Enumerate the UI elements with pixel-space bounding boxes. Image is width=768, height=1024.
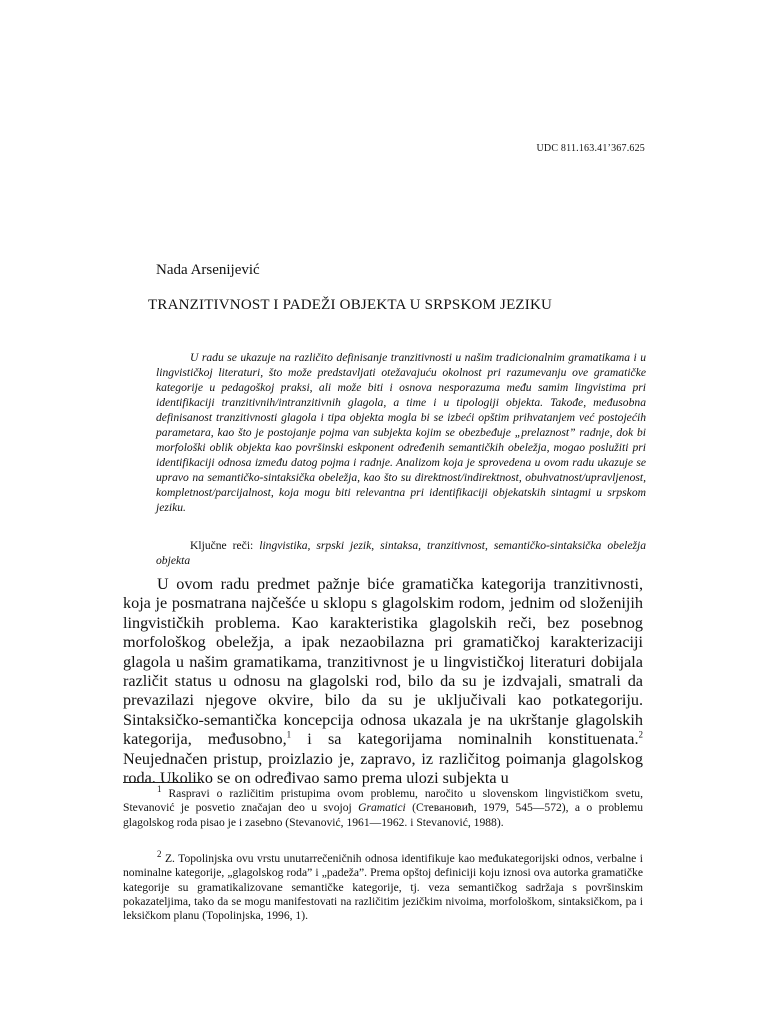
footnote-2-number: 2 (157, 849, 162, 860)
footnote-1-number: 1 (157, 784, 162, 795)
keywords-label: Ključne reči: (190, 539, 254, 552)
abstract-paragraph: U radu se ukazuje na različito definisanje tranzitivnosti u našim tradicionalnim gramatikama i u lingvističkoj literaturi, što može predstavljati otežavajuću okolnost pri razumevanju ove gramatičke kategorije u pedagoškoj praksi, ali može biti i osnova nesporazuma među samim lingvistima pri identifikaciji tranzitivnih/intranzitivnih glagola, a time i u tipologiji objekta. Takođe, međusobna definisanost tranzitivnosti glagola i tipa objekta mogla bi se izbeći opštim prihvatanjem već postojećih parametara, kao što je postojanje pojma van subjekta kojim se obezbeđuje „prelaznost” radnje, dok bi morfološki oblik objekta kao površinski eskponent određenih semantičkih obeležja, mogao poslužiti pri identifikaciji odnosa između datog pojma i radnje. Analizom koja je sprovedena u ovom radu ukazuje se upravo na semantičko-sintaksička obeležja, kao što su direktnost/indirektnost, obuhvatnost/upravljenost, kompletnost/parcijalnost, koja mogu biti relevantna pri identifikaciji objekatskih sintagmi u srpskom jeziku. (156, 351, 646, 514)
body-text-part1: U ovom radu predmet pažnje biće gramatička kategorija tranzitivnosti, koja je posmatrana najčešće u sklopu s glagolskim rodom, jednim od složenijih lingvističkih problema. Kao karakteristika glagolskih reči, bez posebnog morfološkog obeležja, a ipak nezaobilazna pri gramatičkoj karakterizaciji glagola u našim gramatikama, tranzitivnost je u lingvističkoj literaturi dobijala različit status u odnosu na glagolski rod, bilo da su je izdvajali, smatrali da prevazilazi njegove okvire, bilo da su je uključivali kao potkategoriju. Sintaksičko-semantička koncepcija odnosa ukazala je na ukrštanje glagolskih kategorija, međusobno, (123, 575, 643, 749)
footnote-1-text-a: Raspravi o različitim pristupima ovom problemu, naročito u slovenskom lingvističkom svetu, Stevanović je posvetio značajan deo u svojoj (123, 787, 643, 815)
footnote-divider (123, 782, 201, 783)
udc-code: UDC 811.163.41’367.625 (536, 143, 645, 154)
body-paragraph (123, 575, 643, 788)
footnote-2 (123, 849, 643, 923)
keywords-list: lingvistika, srpski jezik, sintaksa, tranzitivnost, semantičko-sintaksička obeležja objekta (156, 539, 646, 567)
footnote-1-italic: Gramatici (358, 801, 406, 815)
footnote-2-text: Z. Topolinjska ovu vrstu unutarrečeničnih odnosa identifikuje kao međukategorijski odnos, verbalne i nominalne kategorije, „glagolskog roda” i „padeža”. Prema opštoj definiciji koju iznosi ova autorka gramatičke kategorije su gramatikalizovane semantičke kategorije, tj. veza semantičkog sadržaja s površinskim pokazateljima, tako da se mogu manifestovati na različitim jezičkim nivoima, morfološkom, sintaksičkom, pa i leksičkom planu (Topolinjska, 1996, 1). (123, 852, 643, 923)
keywords-line (156, 538, 646, 568)
footnote-1-text-b: (Стевановић, 1979, 545—572), a o problemu glagolskog roda pisao je i zasebno (Stevanović, 1961—1962. i Stevanović, 1988). (123, 801, 643, 829)
author-name: Nada Arsenijević (156, 262, 260, 278)
body-text-part3: Neujednačen pristup, proizlazio je, zapravo, iz različitog poimanja glagolskog roda. Ukoliko se on određivao samo prema ulozi subjekta u (123, 749, 643, 788)
body-text-part2: i sa kategorijama nominalnih konstituenata. (291, 730, 639, 749)
footnote-ref-1: 1 (286, 729, 292, 740)
article-title: TRANZITIVNOST I PADEŽI OBJEKTA U SRPSKOM JEZIKU (148, 297, 553, 313)
footnote-1 (123, 784, 643, 830)
footnote-ref-2: 2 (638, 729, 644, 740)
